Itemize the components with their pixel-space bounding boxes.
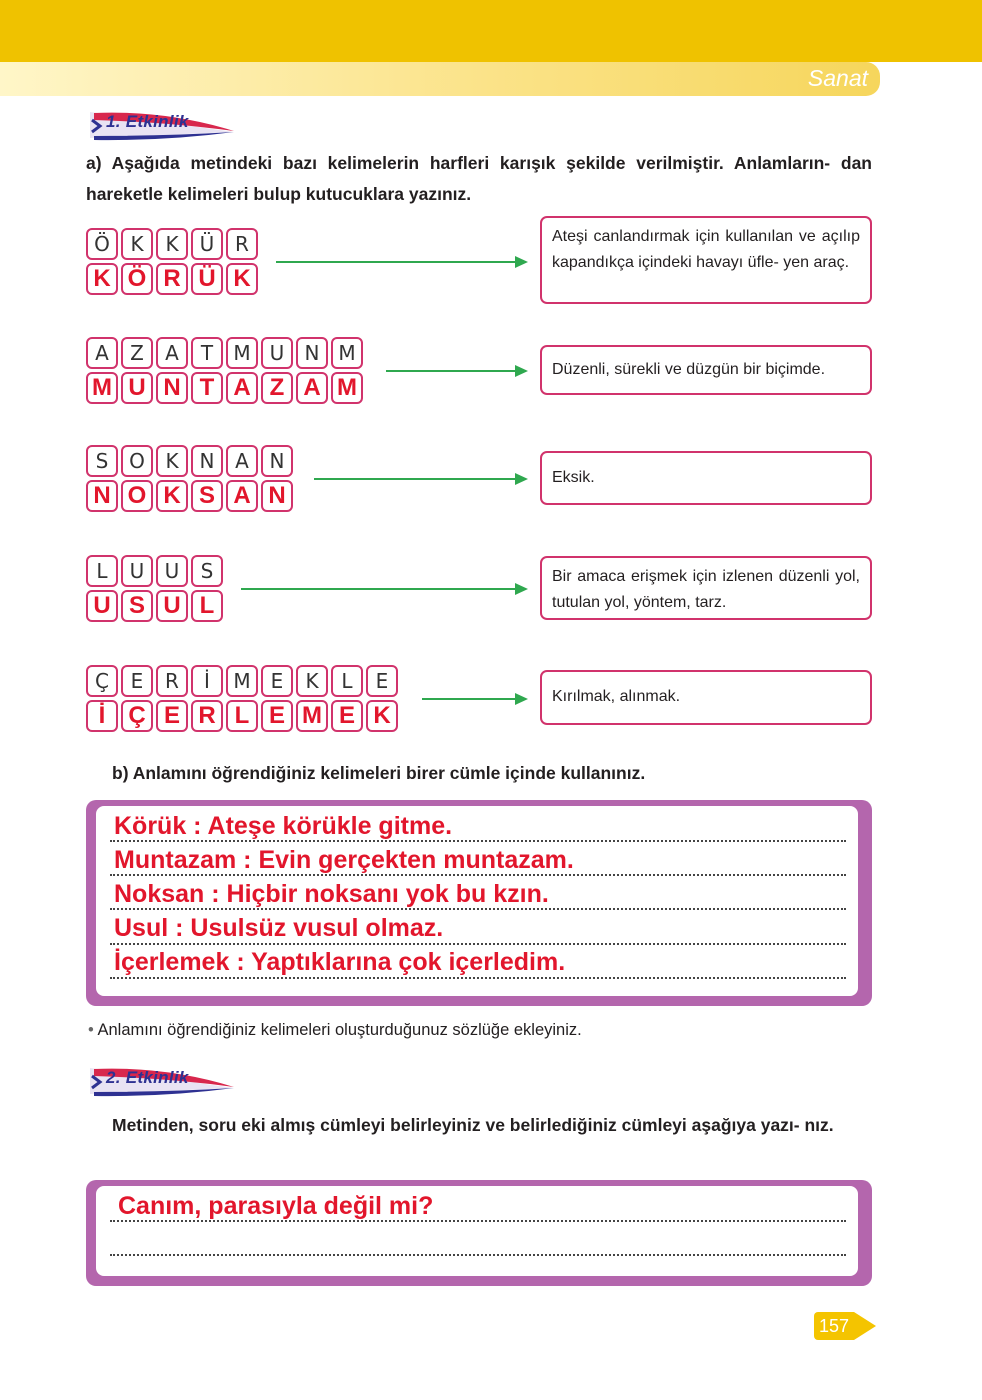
question-answer-frame xyxy=(86,1180,872,1286)
sentence-answer: Muntazam : Evin gerçekten muntazam. xyxy=(114,846,574,874)
scrambled-letter-box: A xyxy=(226,445,258,477)
word-puzzle-item xyxy=(86,665,401,732)
connector-arrow-line xyxy=(386,370,516,372)
word-puzzle-item xyxy=(86,228,261,295)
answer-letter-box[interactable]: A xyxy=(226,480,258,512)
answer-letter-box[interactable]: K xyxy=(366,700,398,732)
connector-arrow-line xyxy=(422,698,516,700)
answer-letter-box[interactable]: İ xyxy=(86,700,118,732)
answer-letter-box[interactable]: U xyxy=(156,590,188,622)
answer-letter-box[interactable]: S xyxy=(121,590,153,622)
page-number: 157 xyxy=(814,1312,854,1340)
instruction-b: b) Anlamını öğrendiğiniz kelimeleri birer cümle içinde kullanınız. xyxy=(112,763,646,783)
activity-2-title: 2. Etkinlik xyxy=(106,1068,189,1087)
subject-banner xyxy=(0,62,880,96)
note xyxy=(88,1021,582,1040)
scrambled-letter-box: K xyxy=(296,665,328,697)
question-answer-area xyxy=(96,1186,858,1276)
scrambled-letters-row xyxy=(86,555,226,587)
page-number-tab xyxy=(814,1312,874,1342)
answer-letter-box[interactable]: Z xyxy=(261,372,293,404)
answer-letter-box[interactable]: L xyxy=(191,590,223,622)
definition-box: Kırılmak, alınmak. xyxy=(540,670,872,725)
scrambled-letter-box: E xyxy=(121,665,153,697)
answer-letter-box[interactable]: Ç xyxy=(121,700,153,732)
answer-letter-box[interactable]: K xyxy=(156,480,188,512)
answer-letter-box[interactable]: Ö xyxy=(121,263,153,295)
answer-letter-box[interactable]: M xyxy=(331,372,363,404)
scrambled-letter-box: T xyxy=(191,337,223,369)
scrambled-letter-box: O xyxy=(121,445,153,477)
sentence-answer: İçerlemek : Yaptıklarına çok içerledim. xyxy=(114,948,566,976)
scrambled-letter-box: M xyxy=(331,337,363,369)
scrambled-letter-box: N xyxy=(191,445,223,477)
scrambled-letter-box: R xyxy=(156,665,188,697)
answer-letter-box[interactable]: R xyxy=(191,700,223,732)
scrambled-letter-box: U xyxy=(121,555,153,587)
scrambled-letter-box: S xyxy=(86,445,118,477)
answer-letters-row xyxy=(86,700,401,732)
scrambled-letter-box: R xyxy=(226,228,258,260)
answer-letter-box[interactable]: R xyxy=(156,263,188,295)
writing-line xyxy=(110,943,846,945)
scrambled-letter-box: A xyxy=(156,337,188,369)
scrambled-letters-row xyxy=(86,445,296,477)
answer-letter-box[interactable]: K xyxy=(86,263,118,295)
scrambled-letter-box: Z xyxy=(121,337,153,369)
answer-letter-box[interactable]: N xyxy=(86,480,118,512)
word-puzzle-item xyxy=(86,445,296,512)
arrow-right-icon xyxy=(515,256,528,268)
scrambled-letter-box: K xyxy=(156,445,188,477)
scrambled-letter-box: N xyxy=(296,337,328,369)
scrambled-letter-box: U xyxy=(156,555,188,587)
answer-letter-box[interactable]: E xyxy=(261,700,293,732)
header-bar xyxy=(0,0,982,62)
answer-letters-row xyxy=(86,480,296,512)
scrambled-letter-box: İ xyxy=(191,665,223,697)
scrambled-letter-box: Ü xyxy=(191,228,223,260)
scrambled-letter-box: E xyxy=(366,665,398,697)
page-tab-arrow-icon xyxy=(854,1312,876,1340)
bullet-icon: • xyxy=(88,1021,94,1039)
answer-letter-box[interactable]: T xyxy=(191,372,223,404)
scrambled-letter-box: L xyxy=(86,555,118,587)
question-answer: Canım, parasıyla değil mi? xyxy=(118,1192,434,1220)
scrambled-letter-box: N xyxy=(261,445,293,477)
note-text: Anlamını öğrendiğiniz kelimeleri oluşturduğunuz sözlüğe ekleyiniz. xyxy=(97,1021,582,1039)
scrambled-letter-box: Ö xyxy=(86,228,118,260)
word-puzzle-item xyxy=(86,337,366,404)
scrambled-letter-box: A xyxy=(86,337,118,369)
sentence-answer: Usul : Usulsüz vusul olmaz. xyxy=(114,914,444,942)
scrambled-letters-row xyxy=(86,228,261,260)
definition-box: Eksik. xyxy=(540,451,872,505)
answer-letter-box[interactable]: Ü xyxy=(191,263,223,295)
sentence-answer: Körük : Ateşe körükle gitme. xyxy=(114,812,453,840)
scrambled-letter-box: M xyxy=(226,337,258,369)
answer-letter-box[interactable]: U xyxy=(86,590,118,622)
scrambled-letters-row xyxy=(86,665,401,697)
word-puzzle-item xyxy=(86,555,226,622)
scrambled-letter-box: S xyxy=(191,555,223,587)
answer-letters-row xyxy=(86,372,366,404)
answer-letter-box[interactable]: E xyxy=(156,700,188,732)
instruction-a: a) Aşağıda metindeki bazı kelimelerin harfleri karışık şekilde verilmiştir. Anlamların- dan hareketle kelimeleri bulup kutucuklara yazınız. xyxy=(86,153,872,204)
answer-letter-box[interactable]: E xyxy=(331,700,363,732)
activity-2-badge xyxy=(86,1064,236,1098)
scrambled-letter-box: M xyxy=(226,665,258,697)
scrambled-letter-box: Ç xyxy=(86,665,118,697)
answer-letter-box[interactable]: L xyxy=(226,700,258,732)
arrow-right-icon xyxy=(515,365,528,377)
connector-arrow-line xyxy=(276,261,516,263)
scrambled-letter-box: K xyxy=(121,228,153,260)
scrambled-letters-row xyxy=(86,337,366,369)
scrambled-letter-box: U xyxy=(261,337,293,369)
answer-letter-box[interactable]: A xyxy=(226,372,258,404)
sentence-answer-area xyxy=(96,806,858,996)
writing-line xyxy=(110,1254,846,1256)
scrambled-letter-box: E xyxy=(261,665,293,697)
sentence-answer-frame xyxy=(86,800,872,1006)
activity-2-instruction: Metinden, soru eki almış cümleyi belirleyiniz ve belirlediğiniz cümleyi aşağıya yazı- nız. xyxy=(112,1115,834,1135)
answer-letter-box[interactable]: U xyxy=(121,372,153,404)
definition-box: Ateşi canlandırmak için kullanılan ve açılıp kapandıkça içindeki havayı üfle- yen araç. xyxy=(540,216,872,304)
answer-letter-box[interactable]: O xyxy=(121,480,153,512)
subject-label: Sanat xyxy=(807,65,868,91)
definition-box: Düzenli, sürekli ve düzgün bir biçimde. xyxy=(540,345,872,395)
connector-arrow-line xyxy=(314,478,516,480)
activity-1-badge xyxy=(86,108,236,142)
arrow-right-icon xyxy=(515,693,528,705)
arrow-right-icon xyxy=(515,473,528,485)
scrambled-letter-box: K xyxy=(156,228,188,260)
answer-letter-box[interactable]: M xyxy=(296,700,328,732)
answer-letter-box[interactable]: S xyxy=(191,480,223,512)
arrow-right-icon xyxy=(515,583,528,595)
answer-letter-box[interactable]: N xyxy=(261,480,293,512)
answer-letter-box[interactable]: A xyxy=(296,372,328,404)
sentence-answer: Noksan : Hiçbir noksanı yok bu kzın. xyxy=(114,880,549,908)
definition-box: Bir amaca erişmek için izlenen düzenli yol, tutulan yol, yöntem, tarz. xyxy=(540,556,872,620)
scrambled-letter-box: L xyxy=(331,665,363,697)
writing-line xyxy=(110,977,846,979)
answer-letters-row xyxy=(86,263,261,295)
activity-1-title: 1. Etkinlik xyxy=(106,112,189,131)
answer-letters-row xyxy=(86,590,226,622)
answer-letter-box[interactable]: M xyxy=(86,372,118,404)
answer-letter-box[interactable]: N xyxy=(156,372,188,404)
answer-letter-box[interactable]: K xyxy=(226,263,258,295)
connector-arrow-line xyxy=(241,588,516,590)
